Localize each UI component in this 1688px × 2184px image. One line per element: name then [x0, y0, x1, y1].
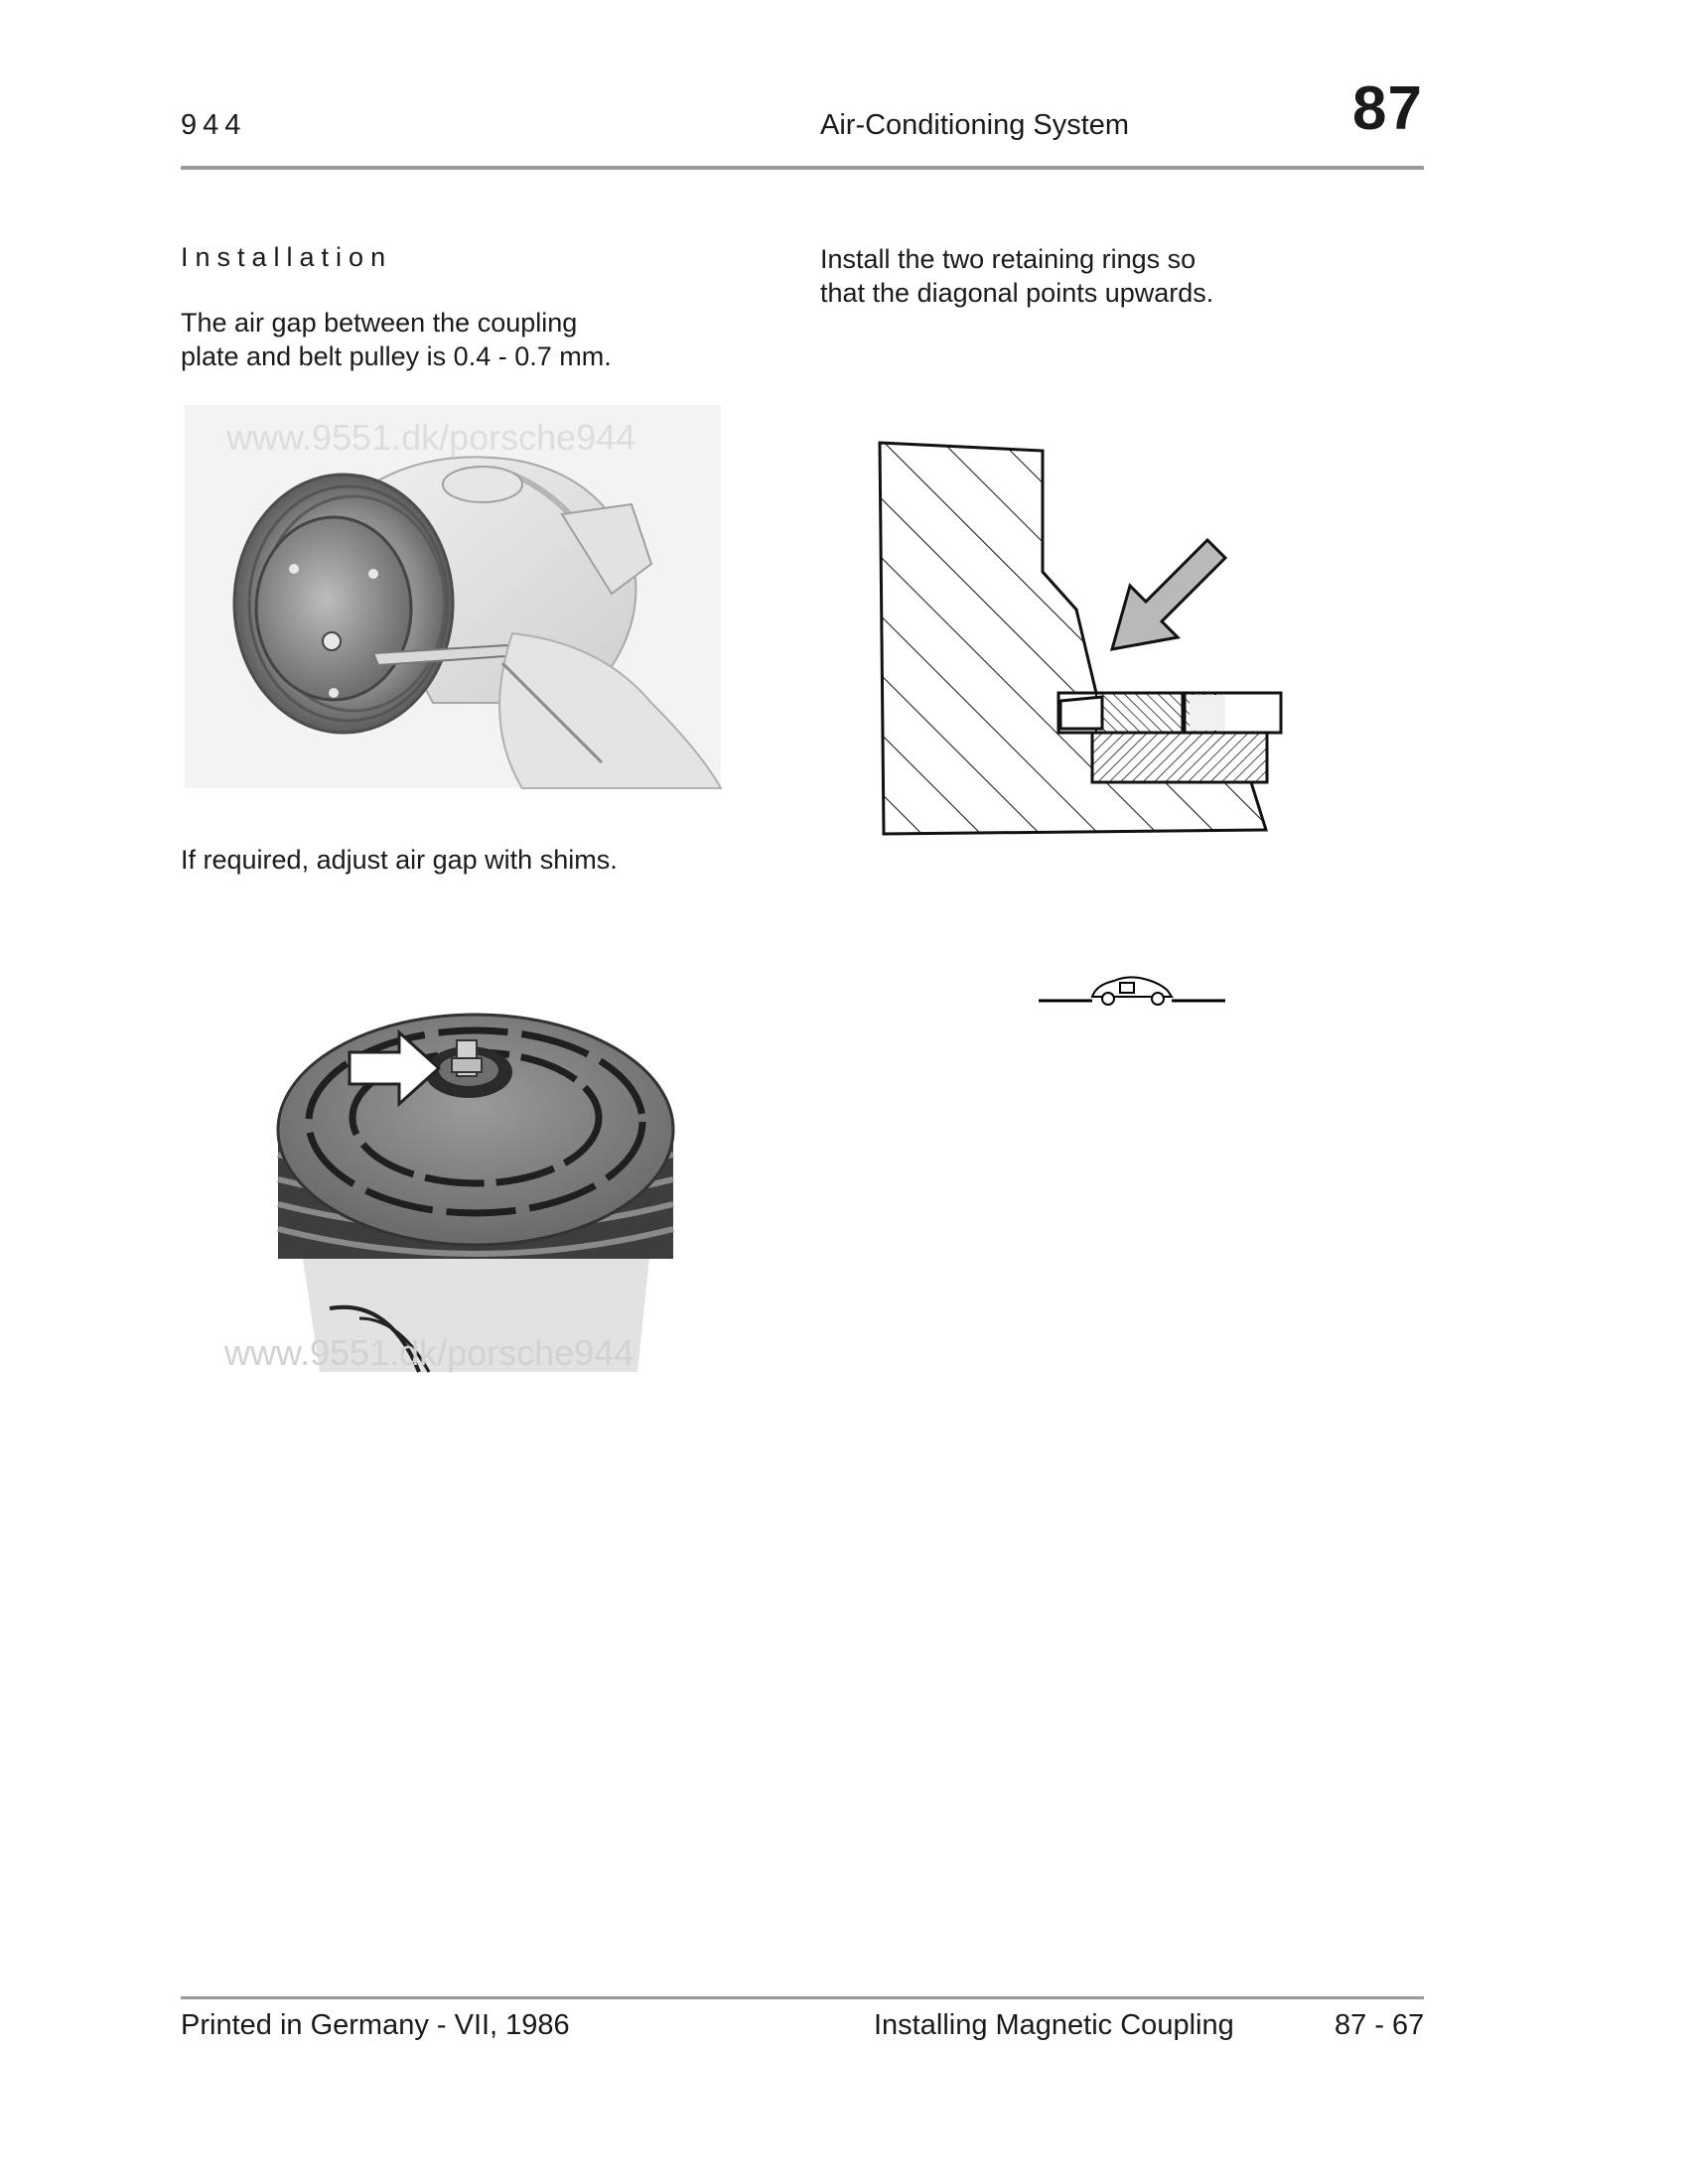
header-rule [181, 166, 1424, 170]
car-icon [1029, 961, 1227, 1011]
footer-rule [181, 1996, 1424, 1999]
pulley-shim-photo [224, 1001, 681, 1373]
photo-watermark-2: www.9551.dk/porsche944 [224, 1332, 634, 1373]
photo-watermark: www.9551.dk/porsche944 [226, 417, 636, 458]
footer-topic: Installing Magnetic Coupling [874, 2009, 1234, 2041]
section-number: 87 [1352, 74, 1423, 143]
retaining-rings-line-1: Install the two retaining rings so [820, 244, 1196, 274]
shims-instruction: If required, adjust air gap with shims. [181, 845, 618, 875]
retaining-rings-line-2: that the diagonal points upwards. [820, 278, 1214, 308]
page-number: 87 - 67 [1335, 2009, 1425, 2041]
installation-heading: Installation [181, 242, 393, 272]
retaining-ring-cross-section [874, 433, 1281, 840]
print-info: Printed in Germany - VII, 1986 [181, 2009, 570, 2041]
pulley-photo-drawing [270, 1001, 681, 1372]
model-number: 944 [181, 109, 247, 141]
compressor-feeler-gauge-photo [185, 405, 721, 788]
compressor-photo-drawing [185, 405, 721, 788]
lower-retaining-ring [1092, 733, 1267, 782]
air-gap-line-2: plate and belt pulley is 0.4 - 0.7 mm. [181, 341, 612, 371]
section-title: Air-Conditioning System [820, 109, 1130, 141]
arrow-icon [1112, 540, 1225, 649]
air-gap-line-1: The air gap between the coupling [181, 308, 578, 338]
